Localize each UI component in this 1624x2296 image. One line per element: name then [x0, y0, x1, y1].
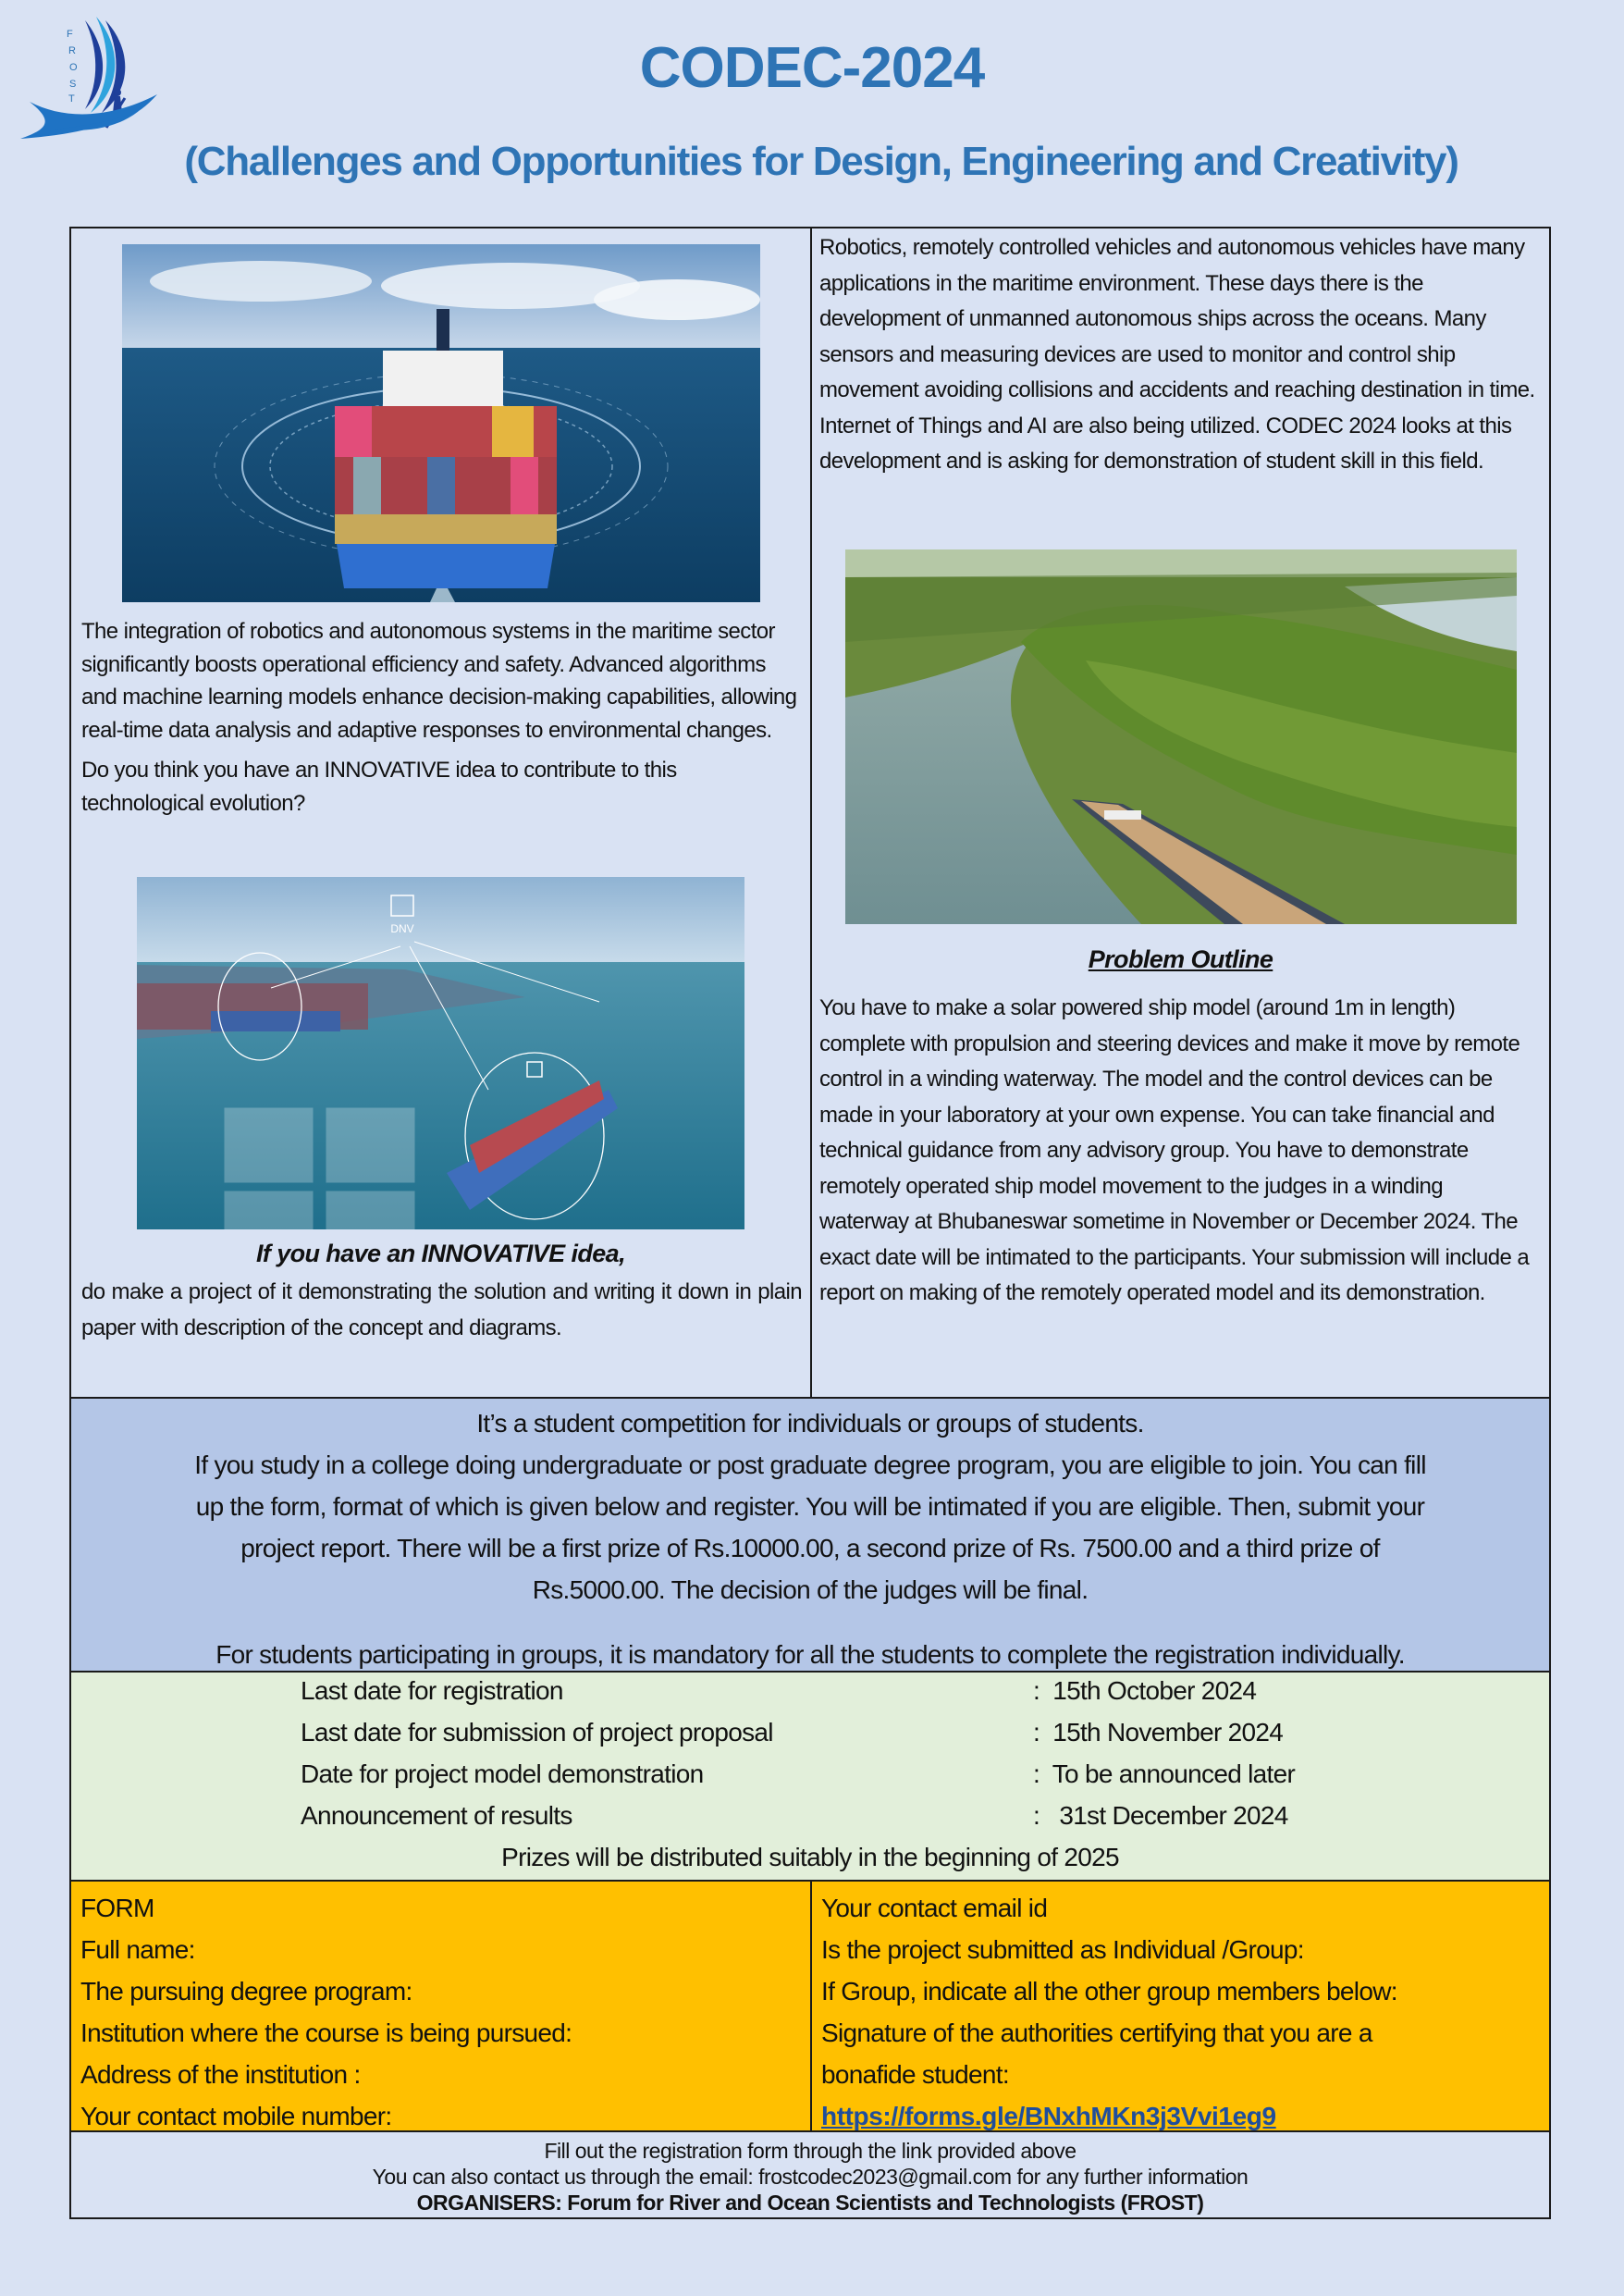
- eligibility-section: [71, 1399, 1549, 1673]
- innovation-question: Do you think you have an INNOVATIVE idea to contribute to this technological evolution?: [81, 758, 677, 816]
- footer-contact-email: You can also contact us through the email: frostcodec2023@gmail.com for any further information: [372, 2165, 1249, 2189]
- form-field-mobile: Your contact mobile number:: [80, 2102, 392, 2130]
- dnv-label: DNV: [390, 922, 414, 935]
- svg-text:O: O: [69, 62, 78, 73]
- registration-form-link[interactable]: https://forms.gle/BNxhMKn3j3Vvi1eg9: [821, 2102, 1276, 2130]
- form-left-column: [71, 1882, 812, 2130]
- form-field-email: Your contact email id: [821, 1894, 1048, 1922]
- date-label: Last date for submission of project proposal: [301, 1718, 773, 1747]
- innovative-text: do make a project of it demonstrating the solution and writing it down in plain paper with description of the concept and diagrams.: [81, 1279, 802, 1340]
- svg-text:T: T: [68, 93, 75, 105]
- eligibility-line-2: If you study in a college doing undergraduate or post graduate degree program, you are eligible to join. You can fill: [194, 1450, 1426, 1479]
- date-value: : 15th November 2024: [1033, 1718, 1284, 1747]
- form-field-submission-type: Is the project submitted as Individual /Group:: [821, 1935, 1304, 1964]
- intro-paragraph: The integration of robotics and autonomous systems in the maritime sector significantly boosts operational efficiency and safety. Advanced algorithms and machine learning models enhance decision-making capabilities, allowing real-time data analysis and adaptive responses to environmental changes.: [81, 619, 797, 743]
- date-value: : To be announced later: [1033, 1759, 1296, 1788]
- form-field-group-members: If Group, indicate all the other group members below:: [821, 1977, 1397, 2006]
- page-title: CODEC-2024: [639, 36, 985, 100]
- form-field-full-name: Full name:: [80, 1935, 195, 1964]
- prizes-note-text: Prizes will be distributed suitably in the beginning of 2025: [501, 1843, 1119, 1871]
- svg-text:R: R: [68, 45, 76, 56]
- innovative-heading: If you have an INNOVATIVE idea,: [256, 1240, 625, 1267]
- date-label: Last date for registration: [301, 1676, 563, 1705]
- left-column: [71, 228, 812, 1397]
- prizes-note: [71, 1843, 1549, 1872]
- date-label: Announcement of results: [301, 1801, 572, 1830]
- eligibility-line-1: It’s a student competition for individuals or groups of students.: [476, 1409, 1144, 1438]
- form-field-signature: Signature of the authorities certifying that you are a: [821, 2018, 1372, 2047]
- date-value: : 15th October 2024: [1033, 1676, 1257, 1705]
- eligibility-line-5: Rs.5000.00. The decision of the judges will be final.: [532, 1575, 1089, 1604]
- form-field-institution: Institution where the course is being pursued:: [80, 2018, 572, 2047]
- river-ship-image: [845, 549, 1517, 924]
- form-field-degree-program: The pursuing degree program:: [80, 1977, 412, 2006]
- eligibility-line-4: project report. There will be a first prize of Rs.10000.00, a second prize of Rs. 7500.00 and a third prize of: [240, 1534, 1380, 1562]
- footer-section: [71, 2132, 1549, 2217]
- top-section: [71, 228, 1549, 1399]
- form-right-column: [812, 1882, 1549, 2130]
- container-ship-image: [122, 244, 760, 602]
- form-field-address: Address of the institution :: [80, 2060, 361, 2089]
- form-field-bonafide: bonafide student:: [821, 2060, 1009, 2089]
- problem-outline-heading: Problem Outline: [1088, 945, 1273, 973]
- svg-text:S: S: [69, 79, 77, 90]
- page-subtitle: (Challenges and Opportunities for Design, Engineering and Creativity): [184, 139, 1458, 184]
- eligibility-line-3: up the form, format of which is given below and register. You will be intimated if you are eligible. Then, submit your: [195, 1492, 1425, 1521]
- problem-outline-text: You have to make a solar powered ship model (around 1m in length) complete with propulsion and steering devices and make it move by remote control in a winding waterway. The model and the control devices can be made in your laboratory at your own expense. You can take financial and technical guidance from any advisory group. You have to demonstrate remotely operated ship model movement to the judges in a winding waterway at Bhubaneswar sometime in November or December 2024. The exact date will be intimated to the participants. Your submission will include a report on making of the remotely operated model and its demonstration.: [819, 995, 1530, 1305]
- form-title: FORM: [80, 1894, 154, 1922]
- important-dates-section: [71, 1673, 1549, 1882]
- footer-organisers: ORGANISERS: Forum for River and Ocean Scientists and Technologists (FROST): [416, 2191, 1204, 2215]
- date-label: Date for project model demonstration: [301, 1759, 704, 1788]
- date-value: : 31st December 2024: [1033, 1801, 1288, 1830]
- svg-text:F: F: [67, 29, 73, 40]
- robotics-intro: Robotics, remotely controlled vehicles and autonomous vehicles have many applications in the maritime environment. These days there is the development of unmanned autonomous ships across the oceans. Many sensors and measuring devices are used to monitor and control ship movement avoiding collisions and accidents and reaching destination in time. Internet of Things and AI are also being utilized. CODEC 2024 looks at this development and is asking for demonstration of student skill in this field.: [819, 235, 1535, 474]
- group-registration-note: For students participating in groups, it is mandatory for all the students to complete the registration individually.: [215, 1640, 1405, 1669]
- registration-form-section: [71, 1882, 1549, 2132]
- smart-port-image: [137, 877, 744, 1229]
- intro-text-block: [81, 615, 803, 820]
- poster-table: [69, 227, 1551, 2219]
- footer-form-instruction: Fill out the registration form through the link provided above: [544, 2139, 1077, 2163]
- right-column: [812, 228, 1549, 1397]
